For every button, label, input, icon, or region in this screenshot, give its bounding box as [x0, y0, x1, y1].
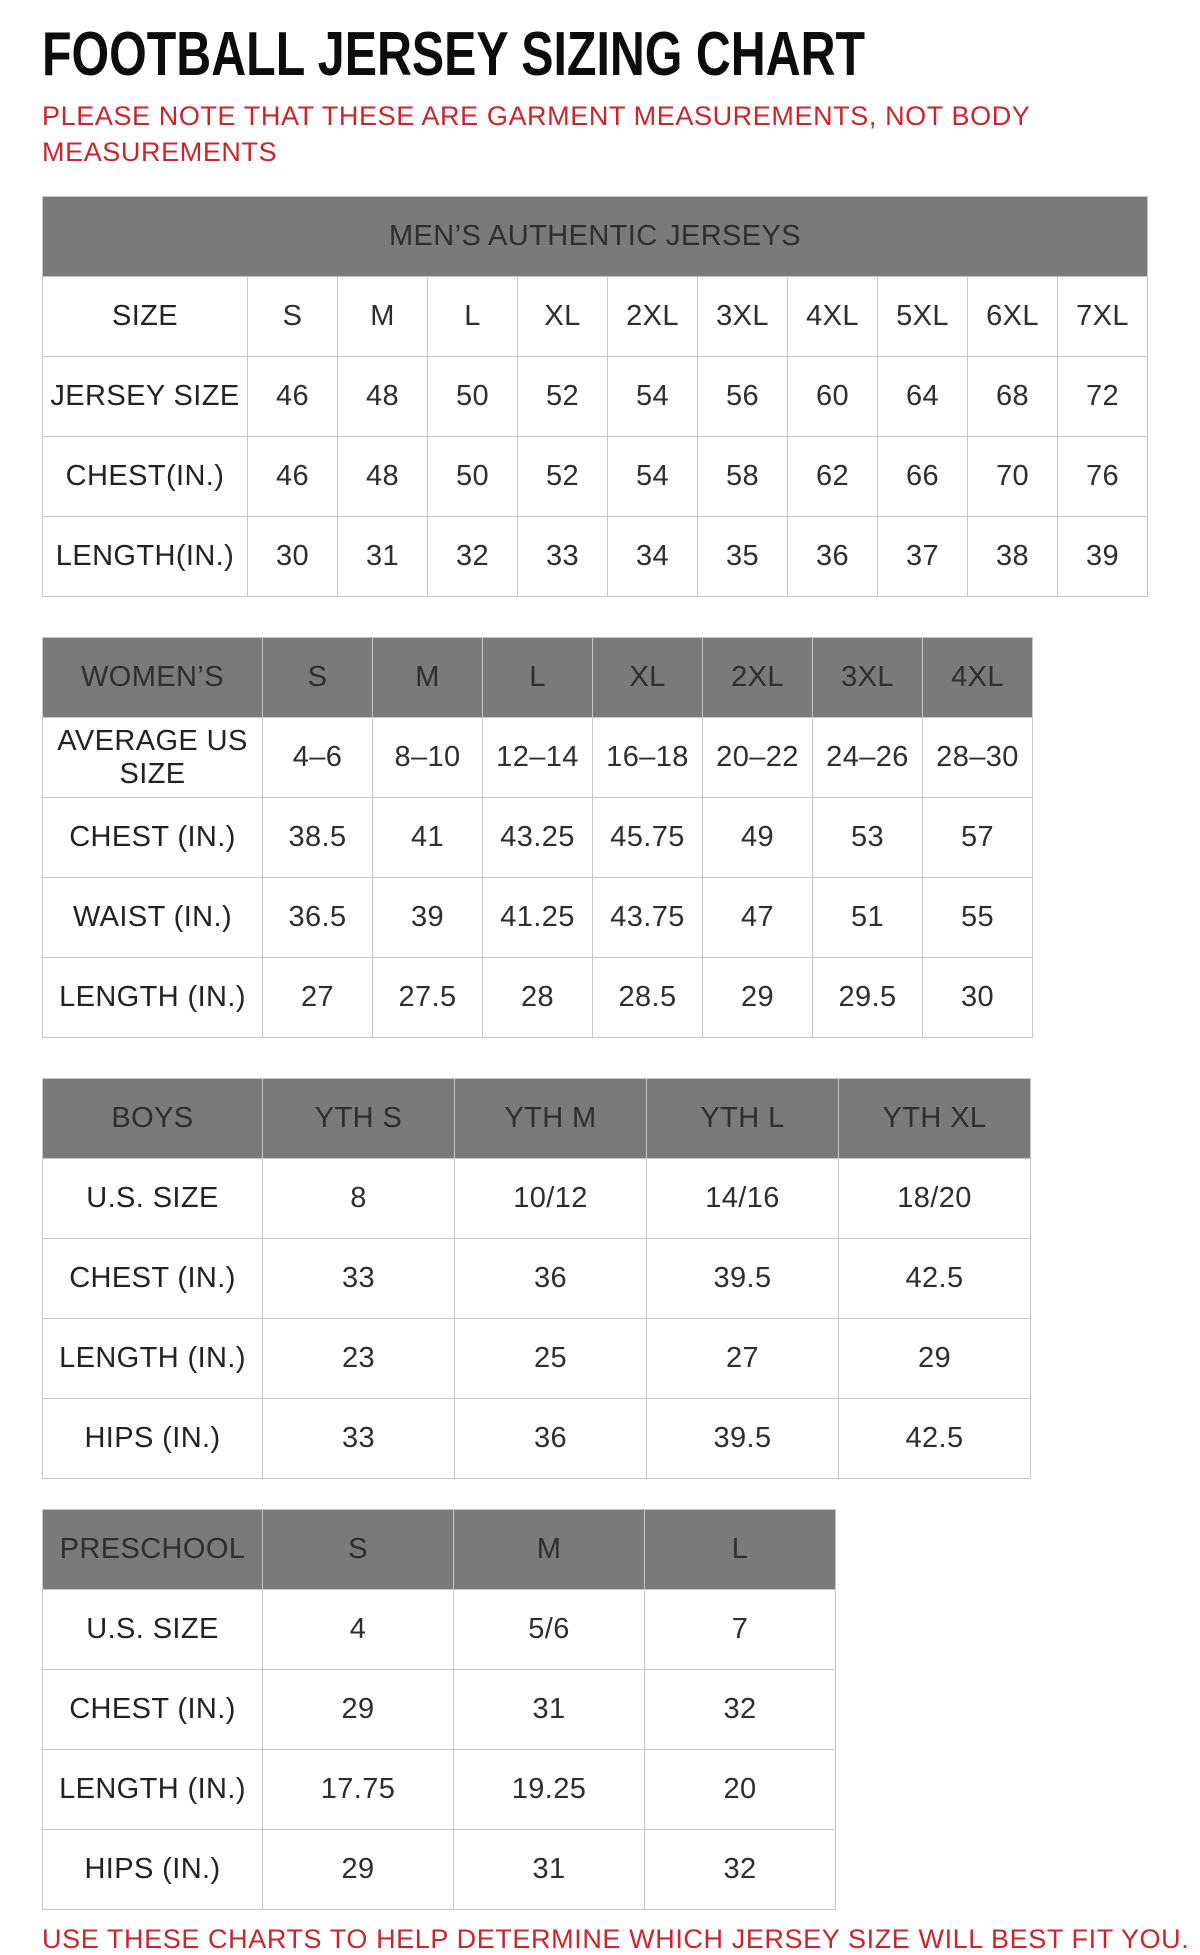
table-cell: 49	[703, 798, 813, 878]
table-cell: L	[428, 277, 518, 357]
table-row	[43, 1159, 1031, 1239]
table-cell: 76	[1058, 437, 1148, 517]
row-label: CHEST (IN.)	[43, 1670, 263, 1750]
table-header-row	[43, 1079, 1031, 1159]
table-cell: 29.5	[813, 958, 923, 1038]
table-cell: 29	[839, 1319, 1031, 1399]
column-header: L	[483, 638, 593, 718]
womens-sizing-table	[42, 637, 1033, 1038]
table-cell: 20–22	[703, 718, 813, 798]
column-header: 2XL	[703, 638, 813, 718]
table-row	[43, 718, 1033, 798]
table-cell: 33	[263, 1239, 455, 1319]
table-cell: 72	[1058, 357, 1148, 437]
table-cell: 54	[608, 357, 698, 437]
table-cell: 19.25	[454, 1750, 645, 1830]
table-cell: 27	[263, 958, 373, 1038]
preschool-sizing-table	[42, 1509, 836, 1910]
table-cell: 29	[703, 958, 813, 1038]
table-cell: 51	[813, 878, 923, 958]
table-cell: 7XL	[1058, 277, 1148, 357]
row-label: JERSEY SIZE	[43, 357, 248, 437]
column-header: L	[645, 1510, 836, 1590]
table-cell: 68	[968, 357, 1058, 437]
column-header: BOYS	[43, 1079, 263, 1159]
footer-note: USE THESE CHARTS TO HELP DETERMINE WHICH JERSEY SIZE WILL BEST FIT YOU.	[42, 1924, 1190, 1955]
column-header: 3XL	[813, 638, 923, 718]
table-cell: 42.5	[839, 1239, 1031, 1319]
table-cell: S	[248, 277, 338, 357]
row-label: U.S. SIZE	[43, 1590, 263, 1670]
table-cell: 46	[248, 437, 338, 517]
table-cell: 32	[428, 517, 518, 597]
table-cell: 45.75	[593, 798, 703, 878]
row-label: WAIST (IN.)	[43, 878, 263, 958]
table-cell: 33	[263, 1399, 455, 1479]
table-cell: 8	[263, 1159, 455, 1239]
note-line-2: MEASUREMENTS	[42, 136, 278, 167]
table-cell: 7	[645, 1590, 836, 1670]
table-cell: M	[338, 277, 428, 357]
column-header: M	[373, 638, 483, 718]
table-cell: 35	[698, 517, 788, 597]
table-cell: 50	[428, 357, 518, 437]
table-cell: 30	[248, 517, 338, 597]
table-cell: 42.5	[839, 1399, 1031, 1479]
table-row	[43, 1239, 1031, 1319]
table-cell: 38.5	[263, 798, 373, 878]
column-header: S	[263, 638, 373, 718]
table-cell: 48	[338, 437, 428, 517]
table-row	[43, 878, 1033, 958]
table-cell: 12–14	[483, 718, 593, 798]
table-cell: 39.5	[647, 1399, 839, 1479]
row-label: LENGTH(IN.)	[43, 517, 248, 597]
column-header: 4XL	[923, 638, 1033, 718]
table-cell: 38	[968, 517, 1058, 597]
table-cell: 41.25	[483, 878, 593, 958]
table-cell: 33	[518, 517, 608, 597]
column-header: S	[263, 1510, 454, 1590]
table-cell: 46	[248, 357, 338, 437]
table-cell: 62	[788, 437, 878, 517]
column-header: PRESCHOOL	[43, 1510, 263, 1590]
row-label: LENGTH (IN.)	[43, 958, 263, 1038]
table-row	[43, 1399, 1031, 1479]
row-label: CHEST (IN.)	[43, 1239, 263, 1319]
boys-sizing-table	[42, 1078, 1031, 1479]
note-line-1: PLEASE NOTE THAT THESE ARE GARMENT MEASUREMENTS, NOT BODY	[42, 101, 1031, 132]
table-cell: 43.25	[483, 798, 593, 878]
table-cell: 39	[373, 878, 483, 958]
table-cell: 28	[483, 958, 593, 1038]
column-header: YTH S	[263, 1079, 455, 1159]
column-header: XL	[593, 638, 703, 718]
table-cell: 31	[454, 1670, 645, 1750]
row-label: HIPS (IN.)	[43, 1830, 263, 1910]
table-row	[43, 958, 1033, 1038]
table-cell: 10/12	[455, 1159, 647, 1239]
table-cell: 37	[878, 517, 968, 597]
row-label: LENGTH (IN.)	[43, 1319, 263, 1399]
table-cell: 50	[428, 437, 518, 517]
table-row	[43, 277, 1148, 357]
mens-table-title: MEN’S AUTHENTIC JERSEYS	[43, 197, 1148, 277]
table-cell: 31	[454, 1830, 645, 1910]
table-cell: 32	[645, 1830, 836, 1910]
table-cell: 57	[923, 798, 1033, 878]
table-cell: 52	[518, 437, 608, 517]
table-cell: 17.75	[263, 1750, 454, 1830]
table-cell: 5XL	[878, 277, 968, 357]
table-cell: 16–18	[593, 718, 703, 798]
table-row	[43, 1830, 836, 1910]
table-row	[43, 357, 1148, 437]
table-cell: 39.5	[647, 1239, 839, 1319]
table-cell: 24–26	[813, 718, 923, 798]
page-title: FOOTBALL JERSEY SIZING CHART	[42, 20, 866, 89]
row-label: AVERAGE US SIZE	[43, 718, 263, 798]
table-cell: 28.5	[593, 958, 703, 1038]
table-header-row	[43, 1510, 836, 1590]
table-cell: 27.5	[373, 958, 483, 1038]
table-cell: 29	[263, 1670, 454, 1750]
table-cell: 36.5	[263, 878, 373, 958]
row-label: CHEST(IN.)	[43, 437, 248, 517]
table-cell: 6XL	[968, 277, 1058, 357]
column-header: M	[454, 1510, 645, 1590]
table-cell: XL	[518, 277, 608, 357]
table-row	[43, 798, 1033, 878]
table-cell: 60	[788, 357, 878, 437]
table-cell: 36	[455, 1239, 647, 1319]
row-label: U.S. SIZE	[43, 1159, 263, 1239]
table-title-row	[43, 197, 1148, 277]
table-cell: 52	[518, 357, 608, 437]
table-cell: 48	[338, 357, 428, 437]
table-cell: 55	[923, 878, 1033, 958]
table-cell: 36	[455, 1399, 647, 1479]
table-cell: 30	[923, 958, 1033, 1038]
table-cell: 3XL	[698, 277, 788, 357]
row-label: CHEST (IN.)	[43, 798, 263, 878]
table-row	[43, 517, 1148, 597]
table-cell: 36	[788, 517, 878, 597]
table-cell: 58	[698, 437, 788, 517]
mens-authentic-jerseys-table	[42, 196, 1148, 597]
table-cell: 43.75	[593, 878, 703, 958]
table-cell: 18/20	[839, 1159, 1031, 1239]
table-cell: 28–30	[923, 718, 1033, 798]
table-row	[43, 1670, 836, 1750]
table-cell: 8–10	[373, 718, 483, 798]
table-cell: 25	[455, 1319, 647, 1399]
column-header: YTH XL	[839, 1079, 1031, 1159]
table-cell: 70	[968, 437, 1058, 517]
table-header-row	[43, 638, 1033, 718]
column-header: WOMEN’S	[43, 638, 263, 718]
table-cell: 14/16	[647, 1159, 839, 1239]
table-cell: 4XL	[788, 277, 878, 357]
table-cell: 20	[645, 1750, 836, 1830]
table-cell: 27	[647, 1319, 839, 1399]
table-cell: 5/6	[454, 1590, 645, 1670]
table-cell: 29	[263, 1830, 454, 1910]
table-cell: 34	[608, 517, 698, 597]
table-cell: 56	[698, 357, 788, 437]
table-cell: 66	[878, 437, 968, 517]
table-cell: 54	[608, 437, 698, 517]
table-cell: 2XL	[608, 277, 698, 357]
table-cell: 31	[338, 517, 428, 597]
table-row	[43, 437, 1148, 517]
column-header: YTH M	[455, 1079, 647, 1159]
garment-measurements-note	[42, 99, 1200, 170]
table-row	[43, 1590, 836, 1670]
table-row	[43, 1319, 1031, 1399]
table-cell: 4	[263, 1590, 454, 1670]
table-cell: 23	[263, 1319, 455, 1399]
table-cell: 39	[1058, 517, 1148, 597]
table-cell: 41	[373, 798, 483, 878]
row-label: LENGTH (IN.)	[43, 1750, 263, 1830]
table-row	[43, 1750, 836, 1830]
table-cell: 53	[813, 798, 923, 878]
row-label: SIZE	[43, 277, 248, 357]
table-cell: 32	[645, 1670, 836, 1750]
row-label: HIPS (IN.)	[43, 1399, 263, 1479]
column-header: YTH L	[647, 1079, 839, 1159]
table-cell: 4–6	[263, 718, 373, 798]
table-cell: 64	[878, 357, 968, 437]
table-cell: 47	[703, 878, 813, 958]
